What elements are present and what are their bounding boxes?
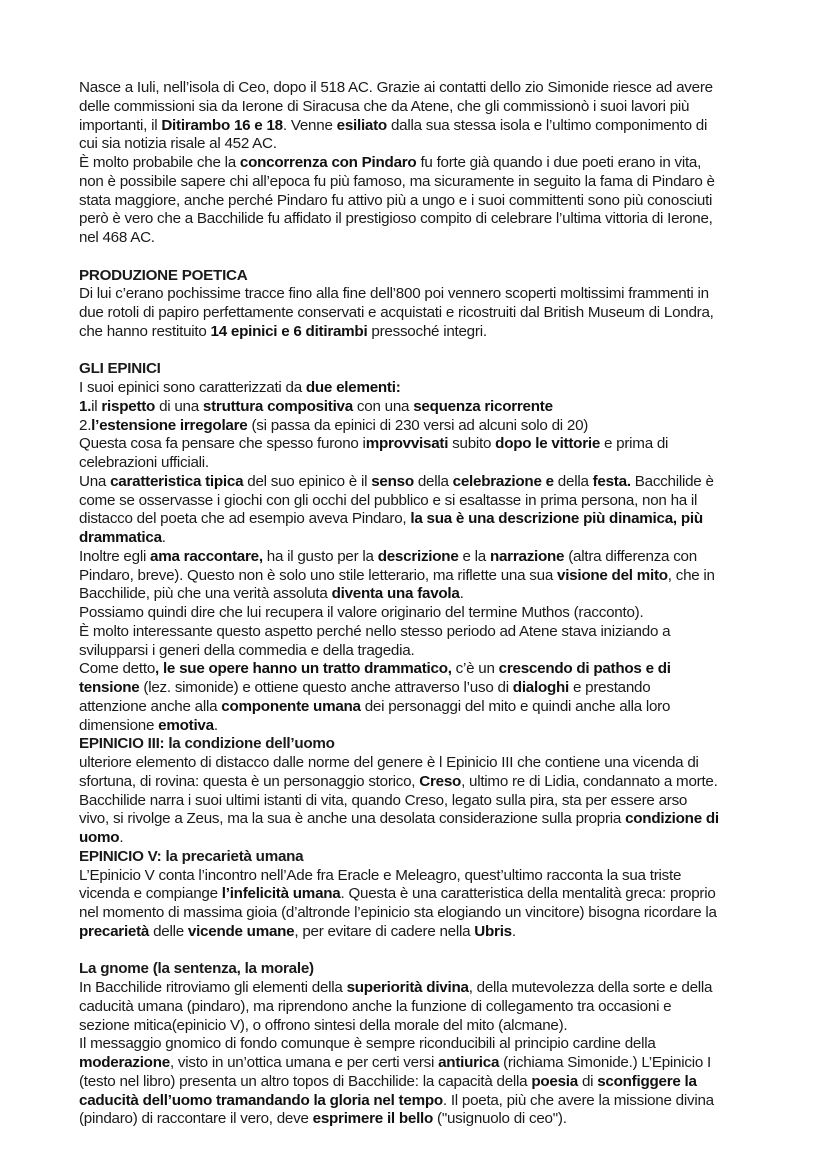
- text-line: [79, 717, 779, 736]
- section-heading-epinicio-5: EPINICIO V: la precarietà umana: [79, 847, 304, 865]
- text-run: sezione mitica(epinicio V), o offrono sintesi della morale del mito (alcmane).: [79, 1016, 568, 1034]
- text-run: e prestando: [569, 679, 651, 696]
- text-run: pressoché integri.: [367, 322, 487, 340]
- bold-text: 1.: [79, 397, 92, 415]
- bold-text: crescendo di pathos e di: [498, 660, 671, 678]
- bold-text: concorrenza con Pindaro: [239, 154, 417, 171]
- text-run: delle commissioni sia da Ierone di Siracusa che da Atene, che gli commissionò i suoi lavori più: [79, 97, 690, 115]
- bold-text: emotiva: [158, 716, 214, 734]
- text-line: [79, 867, 779, 886]
- text-run: In Bacchilide ritroviamo gli elementi della: [79, 979, 347, 996]
- text-line: [79, 1054, 779, 1073]
- bold-text: precarietà: [79, 922, 150, 940]
- text-line: [79, 510, 779, 529]
- epinici-section: [79, 360, 779, 735]
- text-run: vivo, si rivolge a Zeus, ma la sua è anche una desolata considerazione sulla propria: [79, 810, 626, 828]
- text-line: [79, 679, 779, 698]
- bold-text: uomo: [79, 829, 120, 846]
- bold-text: mprovvisati: [365, 435, 449, 453]
- produzione-body: [79, 285, 779, 341]
- text-run: e la: [458, 547, 490, 565]
- bold-text: ama raccontare,: [150, 547, 263, 565]
- text-line: [79, 604, 779, 623]
- text-line: [79, 117, 779, 136]
- text-run: dei personaggi del mito e quindi anche alla loro: [360, 697, 671, 715]
- text-line: [79, 1110, 779, 1129]
- text-run: svilupparsi i generi della commedia e della tragedia.: [79, 641, 415, 659]
- text-line: [79, 1017, 779, 1036]
- text-line: [79, 773, 779, 792]
- text-run: nel momento di massima gioia (d’altronde l’epinicio sta elogiando un vincitore) bisogna ricordare la: [79, 904, 717, 921]
- text-line: [79, 304, 779, 323]
- bold-text: rispetto: [101, 397, 156, 415]
- bold-text: senso: [371, 472, 414, 490]
- text-run: Bacchilide è: [630, 472, 714, 490]
- text-run: (richiama Simonide.) L’Epinicio I: [499, 1054, 711, 1071]
- bold-text: due elementi:: [305, 379, 401, 396]
- bold-text: 14 epinici e 6 ditirambi: [210, 322, 368, 340]
- text-run: sfortuna, di rovina: questa è un personaggio storico,: [79, 772, 420, 790]
- text-run: , che in: [667, 566, 715, 584]
- text-line: [79, 642, 779, 661]
- text-run: che hanno restituito: [79, 322, 211, 340]
- text-run: cui sia notizia risale al 452 AC.: [79, 135, 277, 153]
- text-line: [79, 754, 779, 773]
- bold-text: , le sue opere hanno un tratto drammatico,: [155, 660, 452, 678]
- text-line: [79, 192, 779, 211]
- text-line: [79, 1035, 779, 1054]
- text-line: [79, 923, 779, 942]
- text-line: [79, 567, 779, 586]
- bold-text: esiliato: [336, 116, 387, 134]
- text-line: [79, 660, 779, 679]
- text-run: , della mutevolezza della sorte e della: [468, 979, 713, 996]
- bold-text: narrazione: [489, 547, 565, 565]
- text-run: Bacchilide, più che una verità assoluta: [79, 585, 332, 603]
- text-run: (si passa da epinici di 230 versi ad alcuni solo di 20): [247, 416, 589, 434]
- text-run: non è possibile sapere chi all’epoca fu più famoso, ma sicuramente in seguito la fama di Pindaro è: [79, 172, 715, 190]
- bold-text: l’estensione irregolare: [91, 416, 248, 434]
- text-run: però è vero che a Bacchilide fu affidato il prestigioso compito di celebrare l’ultima vittoria di Ierone,: [79, 210, 713, 228]
- bold-text: descrizione: [377, 547, 459, 565]
- bold-text: componente umana: [221, 697, 361, 715]
- text-run: 2.: [79, 416, 92, 434]
- text-line: [79, 154, 779, 173]
- bold-text: celebrazione e: [452, 472, 554, 490]
- text-run: Una: [79, 472, 111, 490]
- bold-text: diventa una favola: [331, 585, 460, 603]
- bold-text: sequenza ricorrente: [413, 397, 553, 415]
- text-line: [79, 173, 779, 192]
- text-line: [79, 379, 779, 398]
- text-run: distacco del poeta che ad esempio aveva Pindaro,: [79, 510, 411, 528]
- text-run: e prima di: [600, 435, 669, 453]
- section-heading-produzione: PRODUZIONE POETICA: [79, 266, 248, 284]
- text-run: Di lui c’erano pochissime tracce fino alla fine dell’800 poi vennero scoperti moltissimi frammenti in: [79, 285, 709, 303]
- text-line: [79, 435, 779, 454]
- bold-text: sconfiggere la: [597, 1072, 697, 1090]
- text-line: [79, 454, 779, 473]
- text-run: vicenda e compiange: [79, 885, 222, 903]
- text-run: . Il poeta, più che avere la missione divina: [442, 1091, 714, 1109]
- bold-text: Creso: [419, 772, 462, 790]
- text-run: celebrazioni ufficiali.: [79, 454, 209, 471]
- text-line: [79, 792, 779, 811]
- text-line: [79, 79, 779, 98]
- text-run: con una: [352, 397, 414, 415]
- text-run: (pindaro) di raccontare il vero, deve: [79, 1110, 313, 1128]
- text-run: ha il gusto per la: [262, 547, 378, 565]
- intro-section: [79, 79, 779, 248]
- text-run: stata maggiore, anche perché Pindaro fu attivo più a ungo e i suoi committenti sono più conosciuti: [79, 191, 713, 209]
- text-line: [79, 398, 779, 417]
- bold-text: tensione: [79, 679, 140, 696]
- section-heading-epinici: GLI EPINICI: [79, 360, 161, 378]
- bold-text: moderazione: [79, 1054, 170, 1071]
- text-run: , visto in un’ottica umana e per certi versi: [169, 1054, 439, 1071]
- text-run: della: [413, 472, 453, 490]
- text-line: [79, 98, 779, 117]
- bold-text: caducità dell’uomo tramandando la gloria nel tempo: [79, 1091, 443, 1109]
- text-line: [79, 623, 779, 642]
- section-heading-epinicio-3: EPINICIO III: la condizione dell’uomo: [79, 735, 335, 753]
- text-run: Possiamo quindi dire che lui recupera il valore originario del termine Muthos (racconto).: [79, 604, 644, 621]
- text-run: nel 468 AC.: [79, 229, 155, 246]
- bold-text: l’infelicità umana: [221, 885, 341, 903]
- epinicio5-body: [79, 867, 779, 942]
- text-run: attenzione anche alla: [79, 697, 222, 715]
- text-run: .: [161, 529, 166, 546]
- text-run: .: [459, 585, 464, 603]
- epinicio3-body: [79, 754, 779, 848]
- gnome-body: [79, 979, 779, 1129]
- text-run: Come detto: [79, 660, 156, 678]
- text-run: (lez. simonide) e ottiene questo anche attraverso l’uso di: [139, 679, 513, 696]
- text-line: [79, 135, 779, 154]
- text-run: dimensione: [79, 716, 159, 734]
- text-run: di una: [155, 397, 203, 415]
- epinicio5-section: [79, 848, 779, 942]
- gnome-section: [79, 960, 779, 1129]
- bold-text: antiurica: [438, 1054, 500, 1071]
- text-run: come se osservasse i giochi con gli occhi del pubblico e si esaltasse in prima persona, non ha il: [79, 491, 698, 509]
- text-line: [79, 904, 779, 923]
- text-line: [79, 529, 779, 548]
- text-run: caducità umana (pindaro), ma riprendono anche la funzione di collegamento tra occasioni e: [79, 997, 672, 1015]
- bold-text: drammatica: [79, 529, 162, 546]
- text-run: di: [577, 1072, 598, 1090]
- text-run: due rotoli di papiro perfettamente conservati e acquistati e ricostruiti dal British Museum di Londra,: [79, 304, 714, 321]
- text-run: , per evitare di cadere nella: [294, 922, 475, 940]
- bold-text: esprimere il bello: [312, 1110, 434, 1128]
- bold-text: dopo le vittorie: [495, 435, 601, 453]
- text-run: (testo nel libro) presenta un altro topos di Bacchilide: la capacità della: [79, 1072, 532, 1090]
- text-run: del suo epinico è il: [243, 472, 372, 490]
- epinici-body: [79, 379, 779, 735]
- text-run: Questa cosa fa pensare che spesso furono i: [79, 435, 366, 453]
- bold-text: Ubris: [474, 922, 512, 940]
- text-run: il: [91, 397, 102, 415]
- produzione-section: [79, 267, 779, 342]
- text-run: , ultimo re di Lidia, condannato a morte.: [461, 772, 718, 790]
- text-run: È molto probabile che la: [79, 154, 240, 171]
- bold-text: Ditirambo 16 e 18: [161, 116, 283, 134]
- bold-text: dialoghi: [512, 679, 570, 696]
- text-run: È molto interessante questo aspetto perché nello stesso periodo ad Atene stava iniziando a: [79, 622, 671, 640]
- bold-text: vicende umane: [187, 922, 295, 940]
- text-run: L’Epinicio V conta l’incontro nell’Ade fra Eracle e Meleagro, quest’ultimo racconta la sua triste: [79, 866, 682, 884]
- text-run: importanti, il: [79, 116, 162, 134]
- text-run: . Questa è una caratteristica della mentalità greca: proprio: [340, 885, 716, 903]
- text-run: .: [213, 716, 218, 734]
- text-line: [79, 885, 779, 904]
- text-run: ("usignuolo di ceo").: [433, 1110, 567, 1128]
- text-run: Pindaro, breve). Questo non è solo uno stile letterario, ma riflette una sua: [79, 566, 557, 584]
- text-line: [79, 585, 779, 604]
- bold-text: struttura compositiva: [202, 397, 353, 415]
- text-run: Il messaggio gnomico di fondo comunque è sempre riconducibili al principio cardine della: [79, 1035, 656, 1053]
- text-line: [79, 810, 779, 829]
- text-line: [79, 285, 779, 304]
- text-run: I suoi epinici sono caratterizzati da: [79, 379, 306, 396]
- text-line: [79, 473, 779, 492]
- bold-text: visione del mito: [557, 566, 668, 584]
- text-line: [79, 1092, 779, 1111]
- text-line: [79, 829, 779, 848]
- bold-text: poesia: [531, 1072, 578, 1090]
- text-run: ulteriore elemento di distacco dalle norme del genere è l Epinicio III che contiene una vicenda di: [79, 754, 699, 771]
- bold-text: la sua è una descrizione più dinamica, più: [410, 510, 703, 528]
- text-run: c’è un: [451, 660, 499, 678]
- text-run: Nasce a Iuli, nell’isola di Ceo, dopo il 518 AC. Grazie ai contatti dello zio Simonide riesce ad avere: [79, 79, 713, 96]
- text-line: [79, 979, 779, 998]
- bold-text: superiorità divina: [346, 979, 469, 996]
- bold-text: condizione di: [625, 810, 719, 828]
- text-run: fu forte già quando i due poeti erano in vita,: [416, 154, 702, 171]
- text-line: [79, 548, 779, 567]
- text-run: subito: [448, 435, 496, 453]
- epinicio3-section: [79, 735, 779, 848]
- text-run: .: [511, 922, 516, 940]
- text-line: [79, 229, 779, 248]
- text-run: Bacchilide narra i suoi ultimi istanti di vita, quando Creso, legato sulla pira, sta per essere arso: [79, 791, 688, 809]
- text-line: [79, 698, 779, 717]
- text-run: dalla sua stessa isola e l’ultimo componimento di: [386, 116, 708, 134]
- text-line: [79, 492, 779, 511]
- text-run: (altra differenza con: [564, 547, 697, 565]
- bold-text: festa.: [592, 472, 631, 490]
- bold-text: caratteristica tipica: [110, 472, 244, 490]
- text-line: [79, 323, 779, 342]
- text-run: delle: [149, 922, 188, 940]
- text-run: Inoltre egli: [79, 547, 151, 565]
- text-line: [79, 998, 779, 1017]
- text-run: .: [119, 829, 124, 846]
- document-page: [79, 79, 779, 1129]
- text-line: [79, 210, 779, 229]
- text-line: [79, 417, 779, 436]
- section-heading-gnome: La gnome (la sentenza, la morale): [79, 960, 314, 978]
- text-line: [79, 1073, 779, 1092]
- text-run: . Venne: [282, 116, 337, 134]
- text-run: della: [553, 472, 593, 490]
